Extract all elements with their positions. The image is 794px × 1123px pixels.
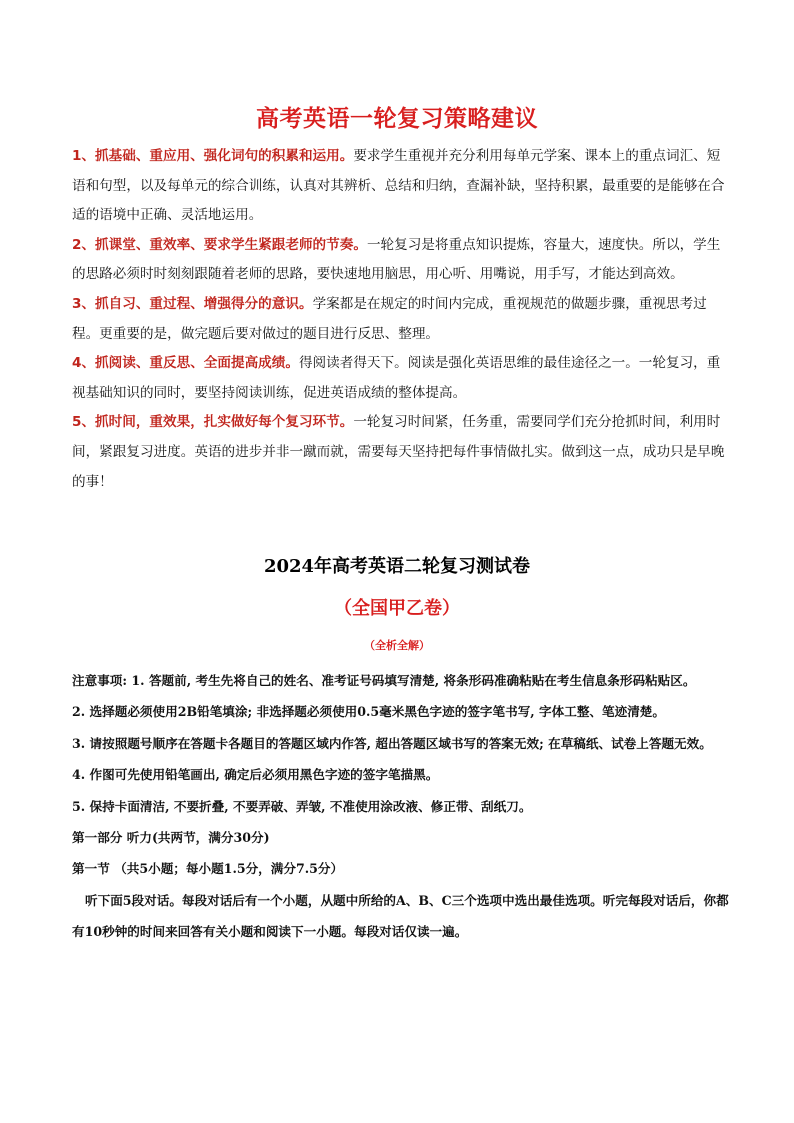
strategy-heading: 2、抓课堂、重效率、要求学生紧跟老师的节奏。 — [72, 236, 367, 253]
instruction-item-5: 5. 保持卡面清洁, 不要折叠, 不要弄破、弄皱, 不准使用涂改液、修正带、刮纸刀。 — [72, 798, 532, 814]
exam-note: （全析全解） — [364, 639, 430, 652]
exam-title: 2024年高考英语二轮复习测试卷 — [263, 556, 531, 577]
strategy-list — [72, 142, 732, 497]
instruction-item-4: 4. 作图可先使用铅笔画出, 确定后必须用黑色字迹的签字笔描黑。 — [72, 767, 439, 783]
strategy-item-3 — [72, 290, 732, 349]
strategy-heading: 3、抓自习、重过程、增强得分的意识。 — [72, 295, 313, 312]
exam-subtitle: （全国甲乙卷） — [334, 598, 460, 619]
strategy-item-2 — [72, 231, 732, 290]
strategy-heading: 5、抓时间，重效果，扎实做好每个复习环节。 — [72, 414, 354, 431]
listening-directions: 听下面5段对话。每段对话后有一个小题，从题中所给的A、B、C三个选项中选出最佳选项。听完每段对话后，你都有10秒钟的时间来回答有关小题和阅读下一小题。每段对话仅读一遍。 — [72, 892, 729, 940]
subsection-heading: 第一节 （共5小题；每小题1.5分，满分7.5分） — [72, 861, 344, 877]
strategy-text: 要求学生重视并充分利用每单元学案、课本上的重点词汇、短语和句型，以及每单元的综合训练，认真对其辨析、总结和归纳，查漏补缺，坚持积累，最重要的是能够在合适的语境中正确、灵活地运用。 — [72, 148, 725, 224]
instruction-item-2: 2. 选择题必须使用2B铅笔填涂; 非选择题必须使用0.5毫米黑色字迹的签字笔书写, 字体工整、笔迹清楚。 — [72, 704, 665, 720]
instruction-item-3: 3. 请按照题号顺序在答题卡各题目的答题区域内作答, 超出答题区域书写的答案无效; 在草稿纸、试卷上答题无效。 — [72, 735, 712, 751]
strategy-heading: 1、抓基础、重应用、强化词句的积累和运用。 — [72, 148, 354, 164]
instruction-item-1: 注意事项: 1. 答题前, 考生先将自己的姓名、准考证号码填写清楚, 将条形码准确粘贴在考生信息条形码粘贴区。 — [72, 673, 696, 688]
strategy-text: 得阅读者得天下。阅读是强化英语思维的最佳途径之一。一轮复习，重视基础知识的同时，要坚持阅读训练，促进英语成绩的整体提高。 — [72, 355, 721, 401]
page-title: 高考英语一轮复习策略建议 — [256, 106, 538, 132]
section-heading: 第一部分 听力(共两节，满分30分) — [72, 830, 270, 846]
strategy-text: 一轮复习是将重点知识提炼，容量大，速度快。所以，学生的思路必须时时刻刻跟随着老师的思路，要快速地用脑思，用心听、用嘴说，用手写，才能达到高效。 — [72, 236, 721, 283]
strategy-item-4 — [72, 349, 732, 408]
strategy-item-5 — [72, 408, 732, 497]
strategy-text: 学案都是在规定的时间内完成，重视规范的做题步骤，重视思考过程。更重要的是，做完题后要对做过的题目进行反思、整理。 — [72, 295, 707, 342]
strategy-heading: 4、抓阅读、重反思、全面提高成绩。 — [72, 355, 299, 372]
strategy-item-1 — [72, 142, 732, 231]
exam-instructions — [72, 665, 732, 948]
strategy-text: 一轮复习时间紧，任务重，需要同学们充分抢抓时间，利用时间，紧跟复习进度。英语的进步并非一蹴而就，需要每天坚持把每件事情做扎实。做到这一点，成功只是早晚的事！ — [72, 414, 725, 490]
